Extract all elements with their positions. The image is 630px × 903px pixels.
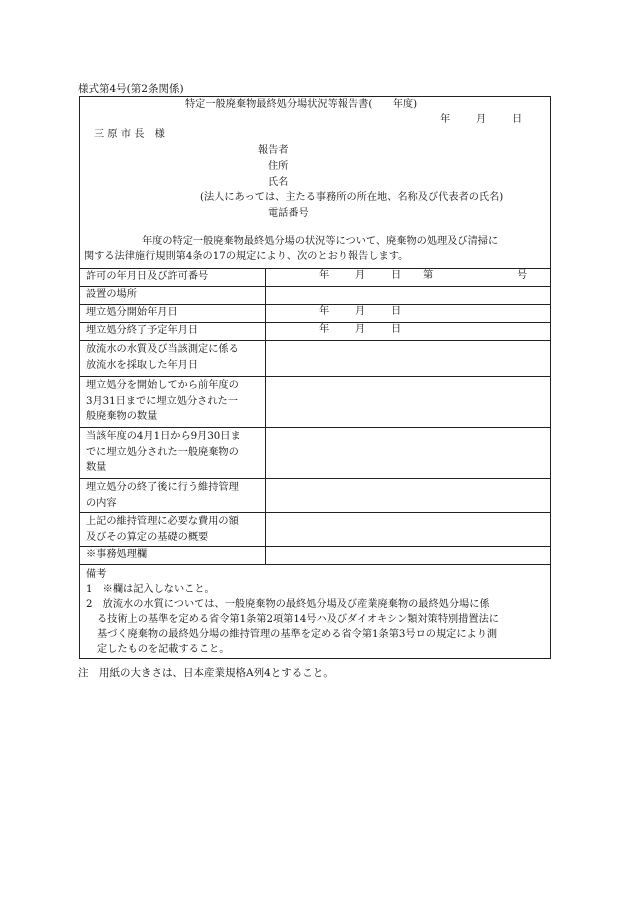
row-maintenance-label: 埋立処分の終了後に行う維持管理 の内容: [86, 482, 239, 509]
reporter-name-label: 氏名: [268, 177, 289, 188]
corporate-note: (法人にあっては、主たる事務所の所在地、名称及び代表者の氏名): [200, 192, 504, 203]
row-end-date-label: 埋立処分終了予定年月日: [86, 325, 199, 336]
form-title: 特定一般廃棄物最終処分場状況等報告書( 年度): [185, 99, 418, 110]
remark-2-line-4: 定したものを記載すること。: [97, 644, 230, 655]
addressee: 三 原 市 長 様: [94, 129, 165, 140]
date-month: 月: [476, 114, 487, 125]
row-office-use-label: ※事務処理欄: [86, 549, 148, 560]
start-day-unit: 日: [391, 306, 402, 317]
reporter-address-label: 住所: [268, 161, 289, 172]
end-month-unit: 月: [355, 324, 366, 335]
remarks-title: 備考: [86, 569, 107, 580]
permit-month-unit: 月: [355, 270, 366, 281]
row-start-date-label: 埋立処分開始年月日: [86, 307, 178, 318]
remark-2-line-2: る技術上の基準を定める省令第1条第2項第14号ハ及びダイオキシン類対策特別措置法に: [97, 614, 499, 625]
form-label: 様式第4号(第2条関係): [78, 83, 184, 95]
permit-number-prefix: 第: [423, 270, 434, 281]
row-quantity-current-label: 当該年度の4月1日から9月30日ま でに埋立処分された一般廃棄物の 数量: [86, 431, 241, 473]
permit-number-suffix: 号: [517, 270, 528, 281]
reporter-label: 報告者: [258, 145, 289, 156]
reporter-phone-label: 電話番号: [268, 208, 309, 219]
end-day-unit: 日: [391, 324, 402, 335]
intro-line-2: 関する法律施行規則第4条の17の規定により、次のとおり報告します。: [84, 251, 409, 262]
row-quantity-previous-label: 埋立処分を開始してから前年度の 3月31日までに埋立処分された一 般廃棄物の数量: [86, 380, 239, 422]
date-day: 日: [512, 114, 523, 125]
row-effluent-label: 放流水の水質及び当該測定に係る 放流水を採取した年月日: [86, 344, 239, 371]
row-location-label: 設置の場所: [86, 289, 137, 300]
row-permit-label: 許可の年月日及び許可番号: [86, 271, 209, 282]
start-month-unit: 月: [355, 306, 366, 317]
remark-1: 1 ※欄は記入しないこと。: [86, 584, 215, 595]
report-form: [79, 96, 551, 659]
date-year: 年: [440, 114, 451, 125]
permit-year-unit: 年: [319, 270, 330, 281]
intro-line-1: 年度の特定一般廃棄物最終処分場の状況等について、廃棄物の処理及び清掃に: [142, 236, 499, 247]
row-maintenance-cost-label: 上記の維持管理に必要な費用の額 及びその算定の基礎の概要: [86, 516, 239, 543]
footnote: 注 用紙の大きさは、日本産業規格A列4とすること。: [78, 667, 334, 679]
remark-2-line-3: 基づく廃棄物の最終処分場の維持管理の基準を定める省令第1条第3号ロの規定により測: [97, 629, 498, 640]
permit-day-unit: 日: [391, 270, 402, 281]
remark-2-line-1: 2 放流水の水質については、一般廃棄物の最終処分場及び産業廃棄物の最終処分場に係: [86, 599, 490, 610]
start-year-unit: 年: [319, 306, 330, 317]
end-year-unit: 年: [319, 324, 330, 335]
